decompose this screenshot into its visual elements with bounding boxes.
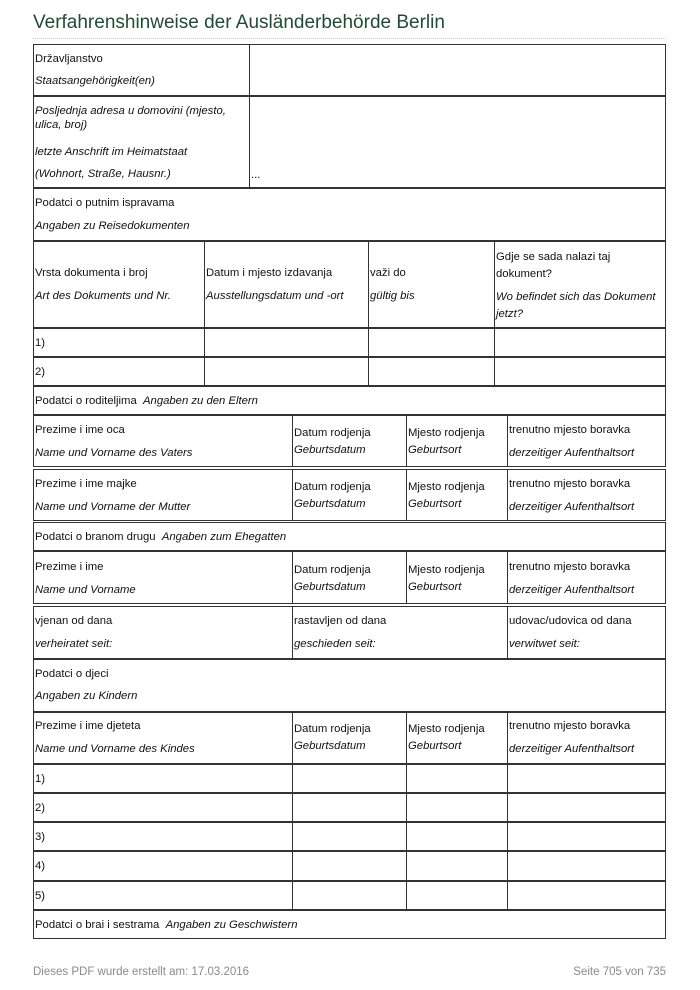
travel-col2-de: Ausstellungsdatum und -ort (206, 290, 344, 302)
child-row-2 (33, 793, 666, 822)
travel-col3-hr: važi do (370, 267, 406, 279)
spouse-dob-de: Geburtsdatum (294, 581, 366, 593)
mother-dob-de: Geburtsdatum (294, 498, 366, 510)
child-row-1 (33, 764, 666, 793)
child-dob-hr: Datum rodjenja (294, 723, 371, 735)
married-since-de: verheiratet seit: (35, 638, 113, 650)
spouse-dob-hr: Datum rodjenja (294, 564, 371, 576)
mother-divider-3 (507, 469, 508, 521)
marital-divider-2 (507, 606, 508, 659)
child-row-3-label: 3) (35, 831, 46, 843)
child-row-5 (33, 881, 666, 910)
widowed-since-de: verwitwet seit: (509, 638, 580, 650)
child-dob-de: Geburtsdatum (294, 740, 366, 752)
child-res-hr: trenutno mjesto boravka (509, 720, 631, 732)
father-res-hr: trenutno mjesto boravka (509, 424, 631, 436)
travel-col2-hr: Datum i mjesto izdavanja (206, 267, 333, 279)
child-row-3 (33, 822, 666, 851)
spouse-divider-1 (292, 551, 293, 604)
siblings-title-de: Angaben zu Geschwistern (165, 919, 298, 931)
child-name-de: Name und Vorname des Kindes (35, 743, 195, 755)
last-address-label-de2: (Wohnort, Straße, Hausnr.) (35, 168, 171, 180)
travel-col4-de: Wo befindet sich das Dokument jetzt? (496, 291, 656, 320)
citizenship-field[interactable] (250, 45, 665, 95)
spouse-title-hr: Podatci o branom drugu (35, 531, 156, 543)
father-divider-2 (406, 415, 407, 467)
father-name-hr: Prezime i ime oca (35, 424, 125, 436)
footer-page-number: Seite 705 von 735 (573, 966, 666, 978)
mother-pob-de: Geburtsort (408, 498, 462, 510)
parents-title-hr: Podatci o roditeljima (35, 395, 137, 407)
child-row-5-label: 5) (35, 890, 46, 902)
travel-row-2 (33, 357, 666, 386)
last-address-label-hr: Posljednja adresa u domovini (mjesto, ulica, broj) (35, 105, 226, 131)
parents-title-de: Angaben zu den Eltern (143, 395, 258, 407)
divorced-since-de: geschieden seit: (294, 638, 376, 650)
mother-divider-2 (406, 469, 407, 521)
spouse-pob-de: Geburtsort (408, 581, 462, 593)
travel-col3-de: gültig bis (370, 290, 415, 302)
spouse-name-de: Name und Vorname (35, 584, 136, 596)
father-divider-3 (507, 415, 508, 467)
divorced-since-hr: rastavljen od dana (294, 615, 387, 627)
child-row-1-label: 1) (35, 773, 46, 785)
father-res-de: derzeitiger Aufenthaltsort (509, 447, 635, 459)
siblings-title-hr: Podatci o brai i sestrama (35, 919, 160, 931)
mother-res-de: derzeitiger Aufenthaltsort (509, 501, 635, 513)
children-title-row (33, 659, 666, 712)
mother-pob-hr: Mjesto rodjenja (408, 481, 485, 493)
father-divider-1 (292, 415, 293, 467)
child-pob-hr: Mjesto rodjenja (408, 723, 485, 735)
children-title-hr: Podatci o djeci (35, 668, 109, 680)
mother-res-hr: trenutno mjesto boravka (509, 478, 631, 490)
father-name-de: Name und Vorname des Vaters (35, 447, 193, 459)
father-dob-de: Geburtsdatum (294, 444, 366, 456)
travel-row-2-label: 2) (35, 366, 46, 378)
mother-divider-1 (292, 469, 293, 521)
spouse-pob-hr: Mjesto rodjenja (408, 564, 485, 576)
footer-created: Dieses PDF wurde erstellt am: 17.03.2016 (33, 966, 250, 978)
spouse-res-de: derzeitiger Aufenthaltsort (509, 584, 635, 596)
page-title: Verfahrenshinweise der Ausländerbehörde Berlin (33, 12, 445, 33)
child-res-de: derzeitiger Aufenthaltsort (509, 743, 635, 755)
marital-divider-1 (292, 606, 293, 659)
last-address-divider (249, 96, 250, 188)
child-row-2-label: 2) (35, 802, 46, 814)
citizenship-label-de: Staatsangehörigkeit(en) (35, 75, 155, 87)
child-name-hr: Prezime i ime djeteta (35, 720, 141, 732)
mother-dob-hr: Datum rodjenja (294, 481, 371, 493)
travel-col1-hr: Vrsta dokumenta i broj (35, 267, 148, 279)
travel-col4-hr: Gdje se sada nalazi taj dokument? (496, 251, 611, 280)
citizenship-label-hr: Državljanstvo (35, 53, 103, 65)
married-since-hr: vjenan od dana (35, 615, 113, 627)
child-row-4 (33, 851, 666, 881)
child-row-4-label: 4) (35, 860, 46, 872)
spouse-res-hr: trenutno mjesto boravka (509, 561, 631, 573)
widowed-since-hr: udovac/udovica od dana (509, 615, 632, 627)
mother-name-hr: Prezime i ime majke (35, 478, 137, 490)
spouse-divider-3 (507, 551, 508, 604)
header-divider (33, 38, 666, 39)
travel-row-1 (33, 328, 666, 357)
travel-row-1-label: 1) (35, 337, 46, 349)
spouse-title-de: Angaben zum Ehegatten (161, 531, 287, 543)
father-pob-hr: Mjesto rodjenja (408, 427, 485, 439)
travel-docs-title-hr: Podatci o putnim ispravama (35, 197, 175, 209)
last-address-field[interactable]: ... (251, 169, 261, 181)
father-dob-hr: Datum rodjenja (294, 427, 371, 439)
father-pob-de: Geburtsort (408, 444, 462, 456)
children-title-de: Angaben zu Kindern (35, 690, 138, 702)
spouse-name-hr: Prezime i ime (35, 561, 104, 573)
spouse-divider-2 (406, 551, 407, 604)
travel-col1-de: Art des Dokuments und Nr. (35, 290, 171, 302)
child-pob-de: Geburtsort (408, 740, 462, 752)
mother-name-de: Name und Vorname der Mutter (35, 501, 191, 513)
travel-docs-title-de: Angaben zu Reisedokumenten (35, 220, 190, 232)
last-address-label-de: letzte Anschrift im Heimatstaat (35, 146, 188, 158)
